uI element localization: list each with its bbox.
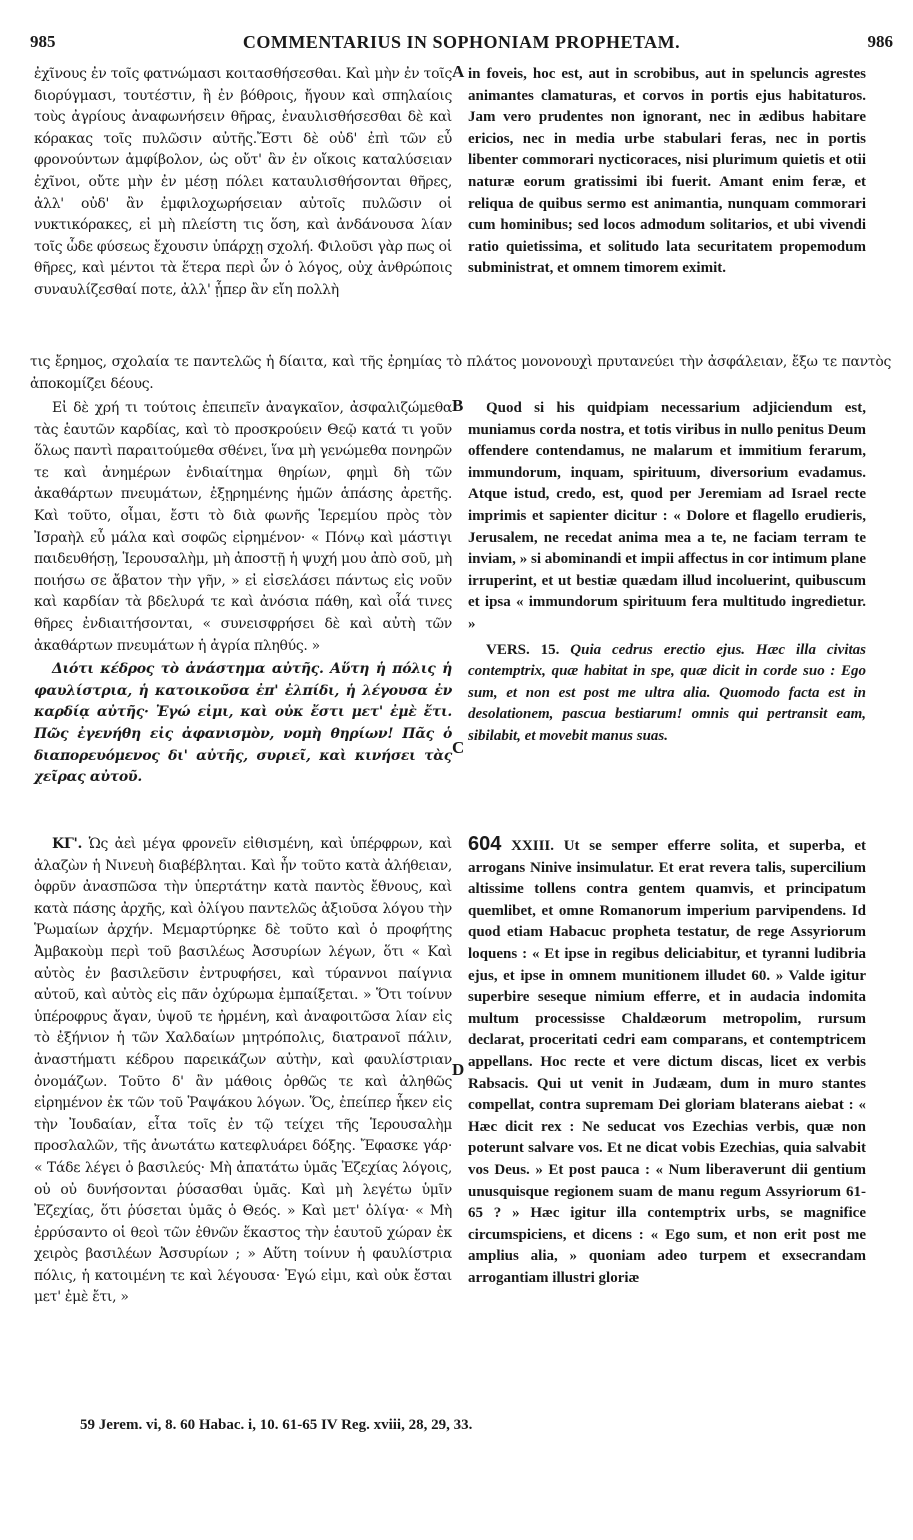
greek-verse-quote: Διότι κέδρος τὸ ἀνάστημα αὐτῆς. Αὕτη ἡ πόλις ἡ φαυλίστρια, ἡ κατοικοῦσα ἐπ' ἐλπίδι, ἡ λέγουσα ἐν καρδίᾳ αὐτῆς· Ἐγώ εἰμι, καὶ οὐκ ἔστι μετ' ἐμὲ ἔτι. Πῶς ἐγενήθη εἰς ἀφανισμὸν, νομὴ θηρίων! Πᾶς ὁ διαπορευόμενος δι' αὐτῆς, συριεῖ, καὶ κινήσει τὰς χεῖρας αὐτοῦ. [34,661,452,786]
page-number-right: 986 [867,32,893,51]
latin-section-paragraph [468,834,866,1289]
greek-section-paragraph [34,834,452,1309]
margin-marker-d: D [452,1060,465,1079]
greek-text-b: Εἰ δὲ χρή τι τούτοις ἐπειπεῖν ἀναγκαῖον, ἀσφαλιζώμεθα τὰς ἑαυτῶν καρδίας, καὶ τὸ προσκρούειν Θεῷ κατά τι γοῦν ὅλως παντὶ παραιτούμεθα σθένει, ἵνα μὴ γενώμεθα πονηρῶν τε καὶ ἀνημέρων ἐνδιαίτημα θηρίων, φημὶ δὴ τῶν ἀκαθάρτων πνευμάτων, ἐξῃρημένης ἡμῶν ἁπάσης ἀρετῆς. Καὶ τοῦτο, οἶμαι, ἔστι τὸ διὰ φωνῆς Ἱερεμίου πρὸς τὸν Ἰσραὴλ εὖ μάλα καὶ σοφῶς εἰρημένον· « Πόνῳ καὶ μάστιγι παιδευθήσῃ, Ἱερουσαλὴμ, μὴ ἀποστῇ ἡ ψυχή μου ἀπὸ σοῦ, μὴ ποιήσω σε ἄβατον τὴν γῆν, » εἰ εἰσελάσει πάντως εἰς νοῦν καὶ καρδίαν τὰ βδελυρά τε καὶ ἀνόσια πάθη, καὶ οἷά τινες θῆρες ἐνδιαιτήσονται, « συνεισφρήσει δὲ καὶ αὐτὴ τῶν ἀκαθάρτων πνευμάτων ἡ ἀγρία πληθύς. » [34,400,452,654]
latin-verse-quote: Quia cedrus erectio ejus. Hæc illa civitas contemptrix, quæ habitat in spe, quæ dicit in corde suo : Ego sum, et non est post me ultra alia. Quomodo facta est in desolationem, pascua bestiarum! omnis qui pertransit eam, sibilabit, et movebit manus suas. [468,641,867,744]
greek-wide-text: τις ἔρημος, σχολαία τε παντελῶς ἡ δίαιτα, καὶ τῆς ἐρημίας τὸ πλάτος μονονουχὶ πρυτανεύει τὴν ἀσφάλειαν, ἔξω τε παντὸς ἀποκομίζει δέους. [30,354,891,392]
latin-text-b: Quod si his quidpiam necessarium adjiciendum est, muniamus corda nostra, et totis viribus in nullo penitus Deum offendere contendamus, ne malarum et immitium ferarum, immundorum, inquam, spirituum, diversorium evadamus. Atque istud, credo, est, quod per Jeremiam ad Israel recte imprimis et sapienter dicitur : « Dolore et flagello erudieris, Jerusalem, ne recedat anima mea a te, ne faciam terram te inviam, » si abominandi et impii affectus in cor intimum plane irruperint, et ut bestiæ quædam illud incoluerint, quibuscum et ipsa « immundorum spirituum fera multitudo ingredietur. » [468,400,866,632]
greek-wide-continuation [30,352,891,395]
greek-text-a: ἐχῖνους ἐν τοῖς φατνώμασι κοιτασθήσεσθαι. Καὶ μὴν ἐν τοῖς διορύγμασι, τουτέστιν, ἢ ἐν βόθροις, ἤγουν καὶ σπηλαίοις τοὺς ἀγρίους ἀναφωνήσειν θῆρας, ἐναυλισθήσεσθαι δὲ καὶ κόρακας τοῖς πυλῶσιν αὐτῆς.Ἔστι δὲ οὐδ' ἐπὶ τῶν εὖ φρονούντων ἀμφίβολον, ὡς οὔτ' ἂν ἐν οἴκοις καταλύσειαν ἐχῖνοι, οὔτε μὴν ἐν μέσῃ πόλει καταυλισθήσονται θῆρες, ἀλλ' οὐδ' ἂν ἐμφιλοχωρήσειαν αὐτοῖς πυλῶσιν οἱ νυκτικόρακες, εἰ μὴ πλείστη τις ὅση, καὶ ἀνδάνουσα λίαν τοῖς ὧδε φύσεως ἔχουσιν ὑπάρχῃ σχολή. Φιλοῦσι γὰρ πως οἱ θῆρες, καὶ μέντοι τὰ ἕτερα περὶ ὧν ὁ λόγος, οὐχ ἀνθρώποις συναυλίζεσθαί ποτε, ἀλλ' ᾗπερ ἂν εἴη πολλὴ [34,66,452,298]
latin-verse-block [468,640,866,748]
latin-column-section-c [468,834,866,1289]
running-header [30,30,893,56]
margin-marker-a: A [452,62,465,81]
running-title: COMMENTARIUS IN SOPHONIAM PROPHETAM. [242,32,681,52]
latin-column-section-b [468,398,866,748]
latin-text-c: Ut se semper efferre solita, et superba, et arrogans Ninive insimulatur. Et erat revera talis, supercilium altissime tollens contra gentem quamvis, et principatum quemlibet, et omne Romanorum imperium parvipendens. Id quod etiam Habacuc propheta testatur, de rege Assyriorum loquens : « Et ipse in regibus deliciabitur, et tyranni ludibria ejus, et ipse in omnem munitionem illudet 60. » Valde igitur superbire seseque nimium efferre, et in audacia indomita multum processisse Chaldæorum metropolim, rursum declarat, proceritati cedri eam comparans, et contemptricem appellans. Hoc recte et vere dictum discas, licet ex verbis Rabsacis. Qui ut venit in Judæam, dum in muro stantes compellat, contra supremam Dei gloriam blaterans aiebat : « Hæc dicit rex : Ne seducat vos Ezechias verbis, quæ non poterunt salvare vos. Et ne dicat vobis Ezechias, quia salvabit vos Deus. » Et post pauca : « Num liberaverunt dii gentium unusquisque regionem suam de manu regum Assyriorum 61-65 ? » Hæc igitur illa contemptrix urbs, se magnifice circumspiciens, et dicens : « Ego sum, et non erit post me amplius alia, » quoniam adeo turpem et exsecrandam arrogantiam illustri gloriæ [468,838,866,1286]
greek-section-label: ΚΓ'. [52,836,83,852]
page-number-left: 985 [30,32,56,51]
latin-section-label: XXIII. [511,838,555,854]
latin-column-section-a [468,64,866,280]
latin-text-a: in foveis, hoc est, aut in scrobibus, aut in speluncis agrestes animantes clamaturas, et corvos in portis ejus habitaturos. Jam vero prudentes non ignorant, nec in ædibus habitare ericios, nec in media urbe stabulari feras, nec in portis libenter commorari nycticoraces, nisi plurimum quietis et otii naturæ eorum gratissimi ibi fuerit. Amant enim feræ, et reliqua de quibus sermo est animantia, nunquam commorari cum hominibus; sed locos admodum solitarios, et ubi vivendi ratio quietissima, et solitudo lata securitatem propemodum subministrat, et omnem timorem eximit. [468,66,866,277]
margin-marker-c: C [452,738,465,757]
greek-text-c: Ὡς ἀεὶ μέγα φρονεῖν εἰθισμένη, καὶ ὑπέρφρων, καὶ ἀλαζὼν ἡ Νινευὴ διαβέβληται. Καὶ ἦν τοῦτο κατὰ ἀλήθειαν, ὀφρῦν ἀνασπῶσα τὴν ὑπερτάτην κατὰ παντὸς ἔθνους, καὶ κατὰ πάσης ἀρχῆς, καὶ ὀλίγου παντελῶς ἀξιοῦσα λόγου τὴν Ῥωμαίων ἀρχήν. Μεμαρτύρηκε δὲ τοῦτο καὶ ὁ προφήτης Ἀμβακοὺμ περὶ τοῦ βασιλέως Ἀσσυρίων λέγων, ὅτι « Καὶ αὐτὸς ἐν βασιλεῦσιν ἐντρυφήσει, καὶ τύραννοι παίγνια αὐτοῦ, καὶ αὐτὸς εἰς πᾶν ὀχύρωμα ἐμπαίξεται. » Ὅτι τοίνυν ὑπέροφρυς ἄγαν, ὑψοῦ τε ἠρμένη, καὶ ἀναφοιτῶσα λίαν εἰς τὸ ἐξήνιον ἡ τῶν Χαλδαίων μητρόπολις, διατρανοῖ πάλιν, ἀναστήματι κέδρου παρεικάζων αὐτὴν, καὶ φαυλίστριαν ὀνομάζων. Τοῦτο δ' ἂν μάθοις ὀρθῶς τε καὶ ἀληθῶς εἰρημένον ἐκ τῶν τοῦ Ῥαψάκου λόγων. Ὅς, ἐπείπερ ἧκεν εἰς τὴν Ἰουδαίαν, εἶτα τοῖς ἐν τῷ τείχει τῆς Ἱερουσαλὴμ προσλαλῶν, τῆς ἀνωτάτω κατεφλυάρει δόξης. Ἔφασκε γάρ· « Τάδε λέγει ὁ βασιλεύς· Μὴ ἀπατάτω ὑμᾶς Ἐζεχίας λόγοις, οὐ οὐ δυνήσονται ῥύσασθαι ὑμᾶς. Καὶ μὴ λεγέτω ὑμῖν Ἐζεχίας, ὅτι ῥύσεται ὑμᾶς ὁ Θεός. » Καὶ μετ' ὀλίγα· « Μὴ ἐρρύσαντο οἱ θεοὶ τῶν ἐθνῶν ἕκαστος τὴν ἑαυτοῦ χώραν ἐκ χειρὸς βασιλέων Ἀσσυρίων ; » Αὕτη τοίνυν ἡ φαυλίστρια πόλις, ἡ κατοιμένη τε καὶ λέγουσα· Ἐγώ εἰμι, καὶ οὐκ ἔσται μετ' ἐμὲ ἔτι, » [34,836,452,1306]
margin-marker-b: B [452,396,464,415]
greek-column-section-a [34,64,452,302]
greek-column-section-b [34,398,452,789]
latin-verse-label: VERS. 15. [486,641,560,658]
column-number: 604 [468,833,502,855]
footnotes: 59 Jerem. vi, 8. 60 Habac. i, 10. 61-65 IV Reg. xviii, 28, 29, 33. [80,1417,473,1433]
greek-column-section-c [34,834,452,1309]
